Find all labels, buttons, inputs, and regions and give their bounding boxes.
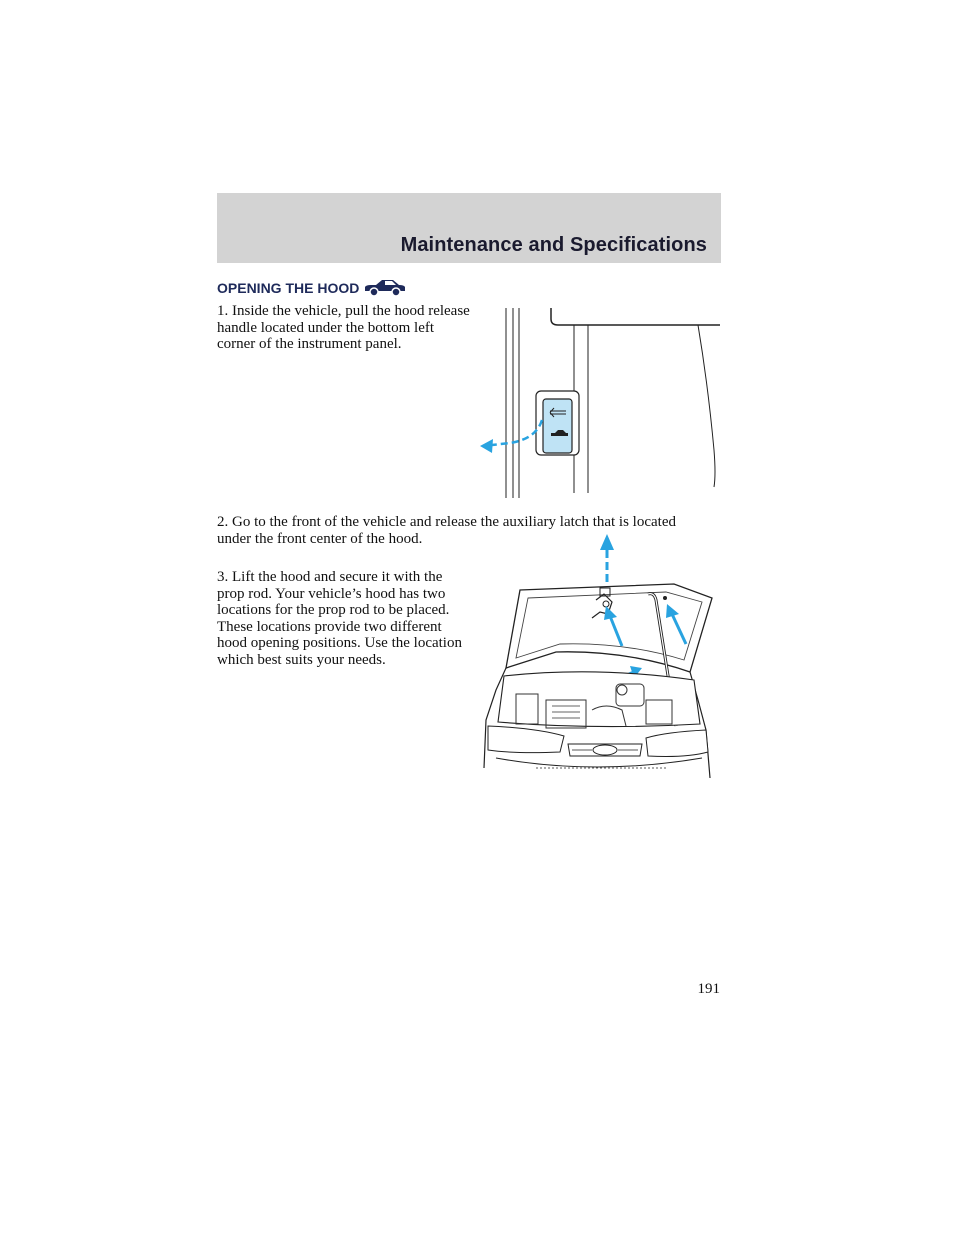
hood-release-handle-illustration [476, 305, 722, 500]
section-header-band [217, 193, 721, 263]
step-3-text: 3. Lift the hood and secure it with the prop rod. Your vehicle’s hood has two locations for the prop rod to be placed. These locations provide two different hood opening positions. Use the location which best suits your needs. [217, 569, 462, 668]
car-hood-icon [363, 278, 407, 298]
section-heading [217, 278, 407, 298]
page-title: Maintenance and Specifications [400, 234, 707, 256]
open-hood-prop-rod-illustration [476, 530, 722, 780]
step-1-text: 1. Inside the vehicle, pull the hood release handle located under the bottom left corner of the instrument panel. [217, 303, 470, 352]
step-2-text: 2. Go to the front of the vehicle and release the auxiliary latch that is located under the front center of the hood. [217, 514, 676, 547]
section-heading-text: OPENING THE HOOD [217, 280, 360, 296]
page-number: 191 [697, 981, 720, 997]
